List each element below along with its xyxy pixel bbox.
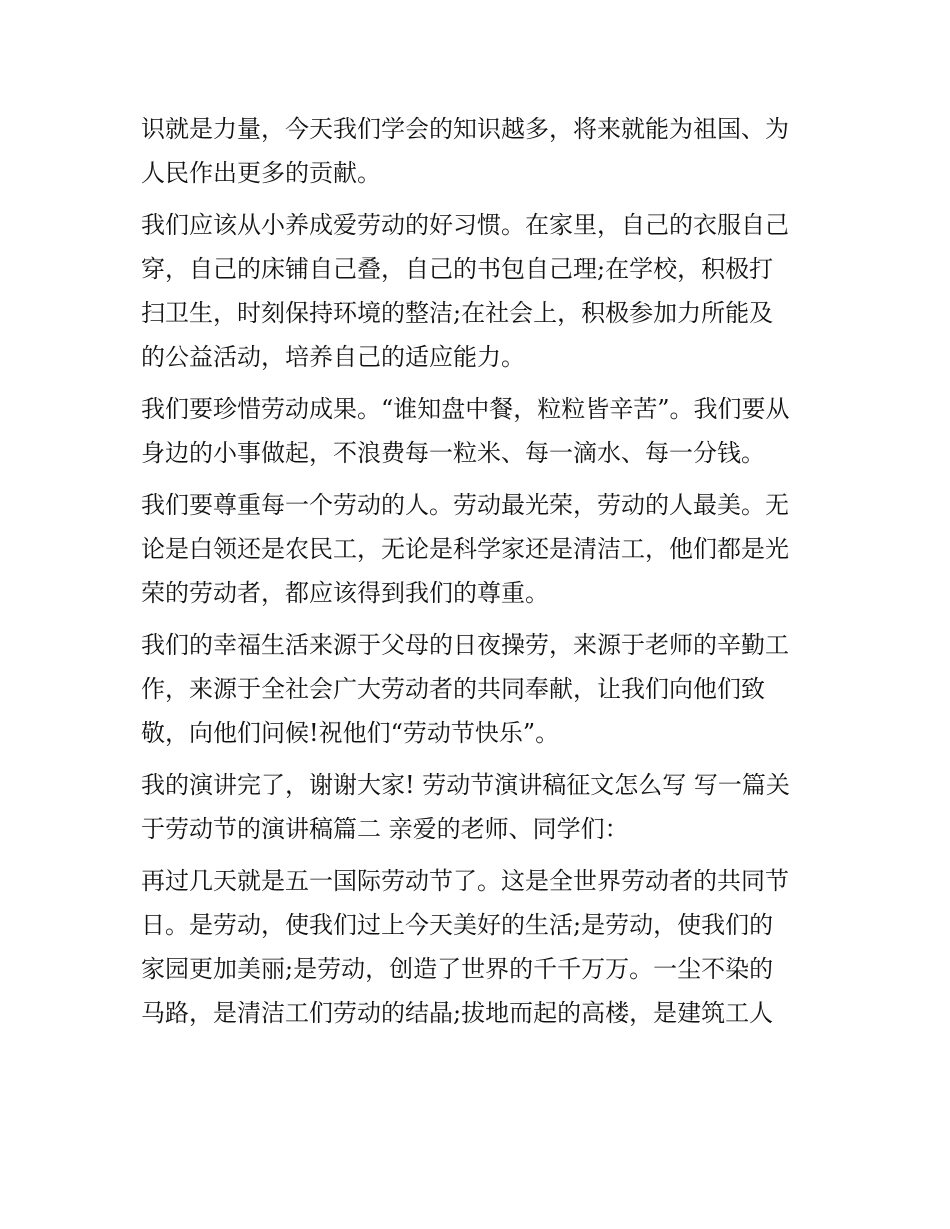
text-line: 荣的劳动者，都应该得到我们的尊重。 bbox=[141, 579, 549, 607]
text-line: 敬，向他们问候!祝他们“劳动节快乐”。 bbox=[141, 719, 560, 747]
text-line: 我们的幸福生活来源于父母的日夜操劳，来源于老师的辛勤工 bbox=[141, 631, 789, 659]
paragraph-good-habits bbox=[141, 203, 821, 379]
text-line: 人民作出更多的贡献。 bbox=[141, 159, 381, 187]
text-line: 日。是劳动，使我们过上今天美好的生活;是劳动，使我们的 bbox=[141, 911, 774, 939]
text-line: 我们要尊重每一个劳动的人。劳动最光荣，劳动的人最美。无 bbox=[141, 491, 789, 519]
text-line: 穿，自己的床铺自己叠，自己的书包自己理;在学校，积极打 bbox=[141, 255, 774, 283]
paragraph-labor-day bbox=[141, 859, 821, 1035]
text-line: 我们应该从小养成爱劳动的好习惯。在家里，自己的衣服自己 bbox=[141, 211, 789, 239]
text-line: 再过几天就是五一国际劳动节了。这是全世界劳动者的共同节 bbox=[141, 867, 789, 895]
text-line: 作，来源于全社会广大劳动者的共同奉献，让我们向他们致 bbox=[141, 675, 765, 703]
text-line: 扫卫生，时刻保持环境的整洁;在社会上，积极参加力所能及 bbox=[141, 299, 774, 327]
paragraph-knowledge bbox=[141, 107, 821, 195]
text-line: 论是白领还是农民工，无论是科学家还是清洁工，他们都是光 bbox=[141, 535, 789, 563]
text-line: 识就是力量，今天我们学会的知识越多，将来就能为祖国、为 bbox=[141, 115, 789, 143]
text-line: 的公益活动，培养自己的适应能力。 bbox=[141, 343, 525, 371]
text-line: 身边的小事做起，不浪费每一粒米、每一滴水、每一分钱。 bbox=[141, 439, 765, 467]
text-line: 于劳动节的演讲稿篇二 亲爱的老师、同学们： bbox=[141, 815, 629, 843]
paragraph-happy-life bbox=[141, 623, 821, 755]
text-line: 家园更加美丽;是劳动，创造了世界的千千万万。一尘不染的 bbox=[141, 955, 774, 983]
paragraph-speech-end bbox=[141, 763, 821, 851]
paragraph-respect-workers bbox=[141, 483, 821, 615]
text-line: 我们要珍惜劳动成果。“谁知盘中餐，粒粒皆辛苦”。我们要从 bbox=[141, 395, 790, 423]
text-line: 马路，是清洁工们劳动的结晶;拔地而起的高楼，是建筑工人 bbox=[141, 999, 774, 1027]
document-body bbox=[141, 107, 821, 1035]
text-line: 我的演讲完了，谢谢大家! 劳动节演讲稿征文怎么写 写一篇关 bbox=[141, 771, 790, 799]
paragraph-cherish-results bbox=[141, 387, 821, 475]
